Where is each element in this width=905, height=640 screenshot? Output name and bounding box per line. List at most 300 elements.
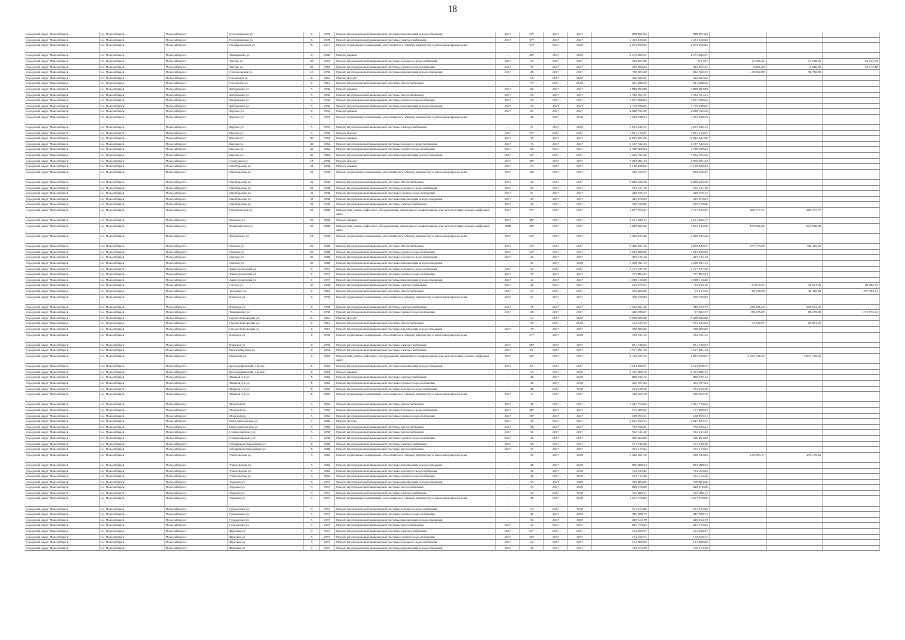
table-cell: Киевская ул <box>228 354 304 364</box>
table-cell: Новосибирск г <box>165 321 228 327</box>
table-cell: Новосибирск г <box>165 348 228 354</box>
table-cell: 52* <box>520 130 544 136</box>
table-cell: Ударная ул <box>228 490 304 496</box>
table-cell: Голоземов ул <box>228 75 304 81</box>
table-cell: 5 <box>304 114 319 124</box>
table-cell: г.о. Новосибирск <box>99 136 164 142</box>
table-cell: 2017 <box>544 147 568 153</box>
table-cell: 1957 <box>319 517 334 523</box>
table-cell: Новосибирск г <box>165 540 228 546</box>
table-cell: г.о. Новосибирск <box>99 354 164 364</box>
table-cell: 716 274,39 <box>592 545 649 551</box>
table-cell: 2017 <box>544 424 568 430</box>
table-cell: Ремонт или замена лифтового оборудования, признанного непригодным для эксплуатации, ремонт лифтовых шахт <box>334 223 495 233</box>
table-cell: Новосибирск г <box>165 53 228 59</box>
table-cell: 5 <box>304 413 319 419</box>
table-cell: 2017 <box>568 407 592 413</box>
table-cell: г.о. Новосибирск <box>99 468 164 474</box>
table-cell: 226 263,78 <box>648 392 709 402</box>
table-cell: 3 <box>304 485 319 491</box>
table-cell: 2017 <box>568 208 592 218</box>
table-cell: Жуковка ул <box>228 529 304 535</box>
table-cell: 2017 <box>544 529 568 535</box>
table-cell: - <box>496 375 520 381</box>
table-cell: 2018 <box>568 321 592 327</box>
table-cell: 9 <box>304 332 319 342</box>
table-cell: Ремонт внутридомовой инженерной системы теплоснабжения <box>334 288 495 294</box>
table-cell <box>823 294 880 304</box>
table-cell: городской округ Новосибирск <box>25 208 99 218</box>
table-cell: 1957 <box>319 485 334 491</box>
table-cell: 2017 <box>544 114 568 124</box>
table-cell <box>766 233 823 243</box>
table-cell: 1958 <box>319 435 334 441</box>
table-cell: Новосибирск г <box>165 130 228 136</box>
table-cell: 2017 <box>568 277 592 283</box>
table-cell: 2017 <box>544 260 568 266</box>
table-cell: Новосибирск г <box>165 283 228 289</box>
table-cell: 6 <box>304 441 319 447</box>
table-cell: Ремонт подвальных помещений, относящихся к общему имуществу в многоквартирном доме <box>334 43 495 53</box>
table-cell: городской округ Новосибирск <box>25 81 99 87</box>
table-cell: 2017 <box>496 545 520 551</box>
table-cell: 60 <box>520 153 544 159</box>
table-cell: 6 645 461,60 <box>592 136 649 142</box>
table-cell: 48* <box>520 223 544 233</box>
table-cell: 2018 <box>568 485 592 491</box>
table-cell: 46 <box>520 381 544 387</box>
table-cell: 73 <box>520 81 544 87</box>
table-cell: 2017 <box>568 233 592 243</box>
table-cell <box>709 332 766 342</box>
table-cell: Ремонт крыши <box>334 164 495 170</box>
table-cell: г.о. Новосибирск <box>99 327 164 333</box>
table-cell: Новосибирск г <box>165 381 228 387</box>
table-cell: 2017 <box>544 386 568 392</box>
table-cell: 2017 <box>544 109 568 115</box>
table-cell: 2017 <box>544 462 568 468</box>
table-cell: г.о. Новосибирск <box>99 490 164 496</box>
table-cell: 2017 <box>544 310 568 316</box>
table-cell: 24 613,02 <box>766 283 823 289</box>
table-cell: Ремонт внутридомовой инженерной системы электроснабжения <box>334 342 495 348</box>
table-cell: 2017 <box>544 244 568 250</box>
table-cell: 39 <box>304 208 319 218</box>
table-cell: 2017 <box>544 272 568 278</box>
table-cell: г.о. Новосибирск <box>99 158 164 164</box>
table-cell: 131 006,00 <box>648 540 709 546</box>
table-cell: 76 <box>520 164 544 170</box>
table-cell: 724 193,92 <box>648 468 709 474</box>
table-cell: 56 <box>520 92 544 98</box>
table-cell: Ударная ул <box>228 496 304 506</box>
table-cell: 8 <box>304 375 319 381</box>
table-cell: г.о. Новосибирск <box>99 70 164 76</box>
table-cell: 2017 <box>496 266 520 272</box>
table-cell: 2017 <box>544 208 568 218</box>
table-cell: 6 <box>520 392 544 402</box>
table-cell: 2017 <box>496 233 520 243</box>
table-cell: 52 <box>520 523 544 529</box>
table-cell: г.о. Новосибирск <box>99 321 164 327</box>
table-cell: городской округ Новосибирск <box>25 75 99 81</box>
table-cell: г.о. Новосибирск <box>99 283 164 289</box>
table-cell: Учительская ул <box>228 474 304 480</box>
table-cell: 58 <box>520 474 544 480</box>
table-cell: - <box>496 369 520 375</box>
table-cell: 6 <box>304 321 319 327</box>
table-cell: 2017 <box>496 523 520 529</box>
table-cell: г.о. Новосибирск <box>99 114 164 124</box>
table-cell: 1962 <box>319 381 334 387</box>
table-cell: 2017 <box>496 255 520 261</box>
table-cell: Жуковка ул <box>228 540 304 546</box>
table-cell: 2017 <box>544 381 568 387</box>
table-cell: городской округ Новосибирск <box>25 191 99 197</box>
table-cell: Октябрьская ул <box>228 185 304 191</box>
table-cell: Мирная 2-я ул <box>228 392 304 402</box>
table-cell: Ремонт внутридомовой инженерной системы электроснабжения <box>334 304 495 310</box>
table-cell: 1961 <box>319 75 334 81</box>
table-cell: 358 660,60 <box>648 327 709 333</box>
table-cell: 1 632 232,66 <box>648 223 709 233</box>
table-cell: - <box>496 474 520 480</box>
table-cell: 72 232,05 <box>709 321 766 327</box>
table-cell: 2017 <box>496 529 520 535</box>
table-cell: г.о. Новосибирск <box>99 534 164 540</box>
table-cell: Тельмана ул <box>228 288 304 294</box>
table-cell: Ремонт внутридомовой инженерной системы горячего водоснабжения <box>334 381 495 387</box>
table-cell: 88 278,09 <box>766 310 823 316</box>
table-cell: Ремонт внутридомовой инженерной системы канализации и водоотведения <box>334 103 495 109</box>
table-cell: Новосибирск г <box>165 75 228 81</box>
table-cell: 6 <box>304 32 319 37</box>
table-cell: Сибиряков-Гвардейцев ул <box>228 441 304 447</box>
table-cell: 3 <box>304 496 319 506</box>
table-cell: 494 567,86 <box>592 58 649 64</box>
table-cell: Героев Революции ул <box>228 321 304 327</box>
table-cell: городской округ Новосибирск <box>25 545 99 551</box>
table-cell: Новосибирск г <box>165 58 228 64</box>
table-cell: 2017 <box>568 424 592 430</box>
table-cell: 1962 <box>319 452 334 462</box>
table-cell: Учительская ул <box>228 468 304 474</box>
table-cell: 1 099 119,66 <box>648 277 709 283</box>
table-cell: - <box>496 490 520 496</box>
table-cell: Ремонт внутридомовой инженерной системы теплоснабжения <box>334 523 495 529</box>
table-cell: 1978 <box>319 32 334 37</box>
table-cell: Новосибирск г <box>165 125 228 131</box>
table-cell: 1962 <box>319 392 334 402</box>
table-cell: городской округ Новосибирск <box>25 277 99 283</box>
table-cell: 2 406 491,10 <box>592 244 649 250</box>
table-cell: Ремонт внутридомовой инженерной системы теплоснабжения <box>334 424 495 430</box>
table-cell: 2017 <box>568 272 592 278</box>
table-cell: городской округ Новосибирск <box>25 523 99 529</box>
table-cell: Новосибирск г <box>165 479 228 485</box>
table-cell: - <box>496 260 520 266</box>
table-cell: 1 056 830,07 <box>648 244 709 250</box>
table-cell: городской округ Новосибирск <box>25 202 99 208</box>
table-cell <box>823 496 880 506</box>
table-cell: 2017 <box>544 327 568 333</box>
table-cell: г.о. Новосибирск <box>99 37 164 43</box>
page-number: 18 <box>448 4 457 14</box>
table-cell <box>709 496 766 506</box>
table-cell: г.о. Новосибирск <box>99 447 164 453</box>
table-cell: Новосибирск г <box>165 92 228 98</box>
table-cell: г.о. Новосибирск <box>99 452 164 462</box>
table-cell: 2018 <box>568 375 592 381</box>
table-cell: Гурьевская ул <box>228 523 304 529</box>
table-cell: 2017 <box>568 545 592 551</box>
table-cell: 2017 <box>544 37 568 43</box>
table-cell: Новосибирск г <box>165 447 228 453</box>
table-cell <box>823 392 880 402</box>
table-cell: 2018 <box>568 381 592 387</box>
table-cell: Ремонт внутридомовой инженерной системы электроснабжения <box>334 529 495 535</box>
table-cell: 3 <box>304 474 319 480</box>
table-cell: 5 <box>304 86 319 92</box>
table-cell: 1961 <box>319 315 334 321</box>
table-cell: Новосибирск г <box>165 407 228 413</box>
table-cell: 1963 <box>319 58 334 64</box>
table-cell: Ремонт внутридомовой инженерной системы теплоснабжения <box>334 430 495 436</box>
table-cell: 1971 <box>319 43 334 53</box>
table-cell: 2017 <box>544 81 568 87</box>
table-cell: Омская ул <box>228 249 304 255</box>
table-cell: 48 <box>520 462 544 468</box>
table-cell: 2 857 749,25 <box>766 354 823 364</box>
table-cell: 2017 <box>544 249 568 255</box>
table-cell: городской округ Новосибирск <box>25 114 99 124</box>
table-cell: Разгуляевская ул <box>228 37 304 43</box>
table-cell: 8 <box>304 381 319 387</box>
table-cell: 2017 <box>568 223 592 233</box>
table-cell: Новосибирск г <box>165 534 228 540</box>
table-cell: городской округ Новосибирск <box>25 153 99 159</box>
table-cell: 2017 <box>544 103 568 109</box>
table-cell: 1956 <box>319 92 334 98</box>
table-cell: 2017 <box>544 447 568 453</box>
table-cell: 53* <box>520 244 544 250</box>
table-cell: 8 <box>304 392 319 402</box>
table-cell: 504 406,96 <box>592 288 649 294</box>
table-cell: городской округ Новосибирск <box>25 164 99 170</box>
table-cell: 236 588,24 <box>709 304 766 310</box>
table-cell: 2017 <box>496 430 520 436</box>
table-cell: 2017 <box>544 70 568 76</box>
table-cell: 1 453 616,96 <box>592 37 649 43</box>
table-cell: Фабричная ул <box>228 92 304 98</box>
table-cell: Омская ул <box>228 255 304 261</box>
table-cell: 491 488,26 <box>648 81 709 87</box>
table-cell: 2017 <box>544 164 568 170</box>
table-cell: 18 <box>304 233 319 243</box>
table-cell: 1962 <box>319 375 334 381</box>
table-cell: городской округ Новосибирск <box>25 332 99 342</box>
table-cell: Новосибирск г <box>165 441 228 447</box>
table-cell: 1960 <box>319 53 334 59</box>
table-cell: 1 208 391,13 <box>648 260 709 266</box>
table-cell: Ударная ул <box>228 485 304 491</box>
table-cell: Омская ул <box>228 260 304 266</box>
table-cell: Ремонт внутридомовой инженерной системы канализации и водоотведения <box>334 327 495 333</box>
table-cell <box>823 452 880 462</box>
table-cell: Ремонт подвальных помещений, относящихся к общему имуществу в многоквартирном доме <box>334 169 495 179</box>
table-cell: 20 <box>304 260 319 266</box>
table-cell <box>823 43 880 53</box>
table-cell: Титова ул <box>228 58 304 64</box>
table-cell: 6 <box>304 81 319 87</box>
table-cell: Новосибирск г <box>165 37 228 43</box>
table-cell: - <box>496 506 520 512</box>
table-cell: 2 038 480,96 <box>648 315 709 321</box>
table-cell: 8 <box>304 43 319 53</box>
table-cell: 2018 <box>568 43 592 53</box>
table-row <box>25 294 880 304</box>
table-cell: 1958 <box>319 164 334 170</box>
table-cell: 25* <box>520 208 544 218</box>
table-cell: 51 <box>520 294 544 304</box>
table-cell: Новосибирск г <box>165 223 228 233</box>
table-cell: 2017 <box>544 474 568 480</box>
table-cell: 1 762 351,31 <box>592 92 649 98</box>
table-cell: 371 746,46 <box>592 441 649 447</box>
table-cell: 137 069,62 <box>592 407 649 413</box>
table-cell: г.о. Новосибирск <box>99 147 164 153</box>
table-cell: 766 320,79 <box>766 244 823 250</box>
table-cell: Петропавловская ул <box>228 419 304 425</box>
table-cell: 2018 <box>568 452 592 462</box>
table-cell: 493 145,16 <box>592 255 649 261</box>
table-row <box>25 208 880 218</box>
table-cell: городской округ Новосибирск <box>25 283 99 289</box>
table-cell: 2017 <box>544 402 568 408</box>
table-cell: 2017 <box>496 283 520 289</box>
table-cell: 764 531,12 <box>592 332 649 342</box>
table-cell: 2017 <box>568 419 592 425</box>
table-cell: 2017 <box>496 407 520 413</box>
table-cell: 2017 <box>568 534 592 540</box>
table-cell: 590 403,08 <box>592 435 649 441</box>
table-cell: г.о. Новосибирск <box>99 462 164 468</box>
table-cell: 46* <box>520 354 544 364</box>
table-cell: городской округ Новосибирск <box>25 534 99 540</box>
table-cell: 1 719 636,65 <box>648 103 709 109</box>
table-cell: 1962 <box>319 402 334 408</box>
table-cell: 1 944 699,69 <box>592 249 649 255</box>
table-cell: 34 <box>304 180 319 186</box>
table-cell: 2017 <box>544 283 568 289</box>
table-cell: Ремонт внутридомовой инженерной системы электроснабжения <box>334 125 495 131</box>
table-cell: Фрунзе ул <box>228 114 304 124</box>
table-cell: 41 <box>520 260 544 266</box>
table-cell: г.о. Новосибирск <box>99 266 164 272</box>
table-cell: 5 <box>304 310 319 316</box>
table-cell: 5 <box>304 424 319 430</box>
table-cell: Новосибирск г <box>165 153 228 159</box>
table-cell: 2017 <box>568 158 592 164</box>
table-cell: Новосибирск г <box>165 435 228 441</box>
table-cell: 2017 <box>544 185 568 191</box>
table-cell: 3 <box>304 430 319 436</box>
table-row <box>25 114 880 124</box>
table-cell: - <box>496 479 520 485</box>
table-cell: 56 <box>520 419 544 425</box>
table-cell: 2017 <box>496 342 520 348</box>
table-cell: 394 652,45 <box>648 64 709 70</box>
table-cell: 1966 <box>319 249 334 255</box>
table-cell: 2017 <box>496 109 520 115</box>
table-cell: г.о. Новосибирск <box>99 202 164 208</box>
table-cell: 2017 <box>544 441 568 447</box>
table-cell: 10 172,80 <box>823 64 880 70</box>
table-cell: городской округ Новосибирск <box>25 272 99 278</box>
table-cell: городской округ Новосибирск <box>25 381 99 387</box>
table-cell: 2017 <box>568 283 592 289</box>
table-cell: 1962 <box>319 468 334 474</box>
table-cell: 40 <box>304 147 319 153</box>
table-cell: Ремонт внутридомовой инженерной системы холодного водоснабжения <box>334 386 495 392</box>
table-cell: 2018 <box>568 53 592 59</box>
table-cell: 2018 <box>568 125 592 131</box>
table-cell: городской округ Новосибирск <box>25 147 99 153</box>
table-cell: 59 <box>520 180 544 186</box>
table-cell: 50 <box>520 196 544 202</box>
table-cell: 1958 <box>319 185 334 191</box>
table-cell: - <box>496 332 520 342</box>
table-cell: 764 531,12 <box>648 332 709 342</box>
table-cell: Ремонт внутридомовой инженерной системы теплоснабжения <box>334 81 495 87</box>
table-cell: 716 274,39 <box>648 545 709 551</box>
table-cell: 2017 <box>496 304 520 310</box>
table-cell: 2017 <box>544 369 568 375</box>
table-cell: 2017 <box>568 98 592 104</box>
table-cell: 9 <box>304 266 319 272</box>
table-cell: 3 <box>304 490 319 496</box>
table-cell: 1958 <box>319 310 334 316</box>
table-cell <box>823 354 880 364</box>
table-cell: 2018 <box>568 496 592 506</box>
table-cell: Октябрьская ул <box>228 164 304 170</box>
table-cell: 5 <box>304 92 319 98</box>
table-cell: - <box>496 75 520 81</box>
table-cell: 2017 <box>568 540 592 546</box>
table-cell: 1 164 858,57 <box>592 364 649 370</box>
table-cell: - <box>496 381 520 387</box>
table-cell: 2017 <box>544 153 568 159</box>
table-cell: Героев Революции ул <box>228 315 304 321</box>
table-cell: Новосибирск г <box>165 191 228 197</box>
table-cell: Фабричная ул <box>228 98 304 104</box>
table-cell: Новосибирск г <box>165 103 228 109</box>
table-cell: г.о. Новосибирск <box>99 517 164 523</box>
table-cell: 1 517 091,19 <box>592 348 649 354</box>
table-cell: 2 117 337,56 <box>592 266 649 272</box>
table-cell: 1959 <box>319 304 334 310</box>
table-cell: 1958 <box>319 233 334 243</box>
table-cell: 66 <box>520 147 544 153</box>
table-cell: Мирная 2-я ул <box>228 375 304 381</box>
table-cell: 522 141,20 <box>648 430 709 436</box>
table-cell: 2017 <box>544 321 568 327</box>
table-cell: 2017 <box>568 435 592 441</box>
table-cell: 848 279,69 <box>592 485 649 491</box>
table-cell: 2017 <box>544 43 568 53</box>
table-cell: 1956 <box>319 86 334 92</box>
table-cell: г.о. Новосибирск <box>99 98 164 104</box>
